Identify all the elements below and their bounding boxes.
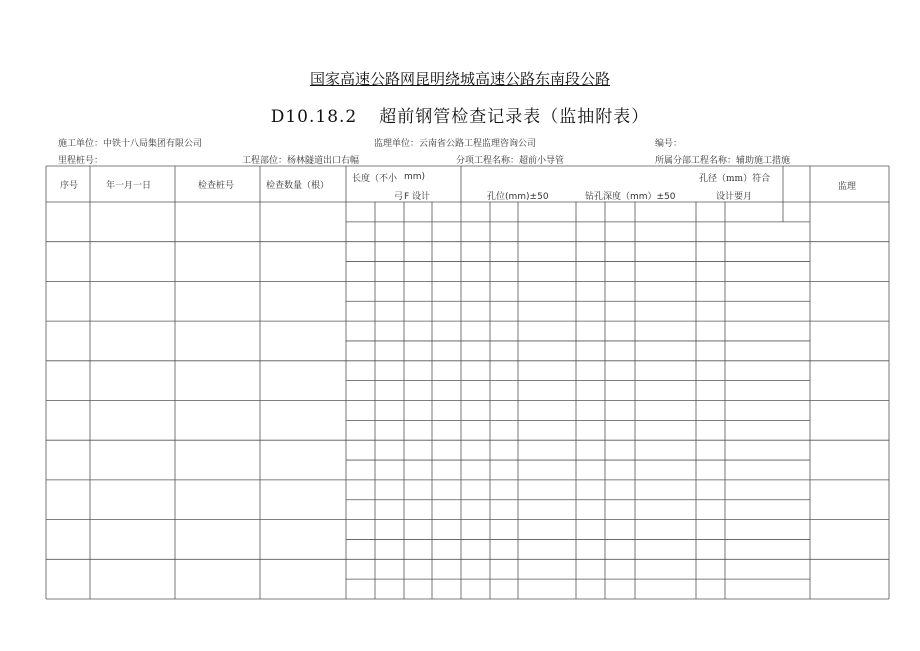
supervision-unit: 监理单位：云南省公路工程监理咨询公司 — [374, 139, 537, 149]
construction-unit: 施工单位：中铁十八局集团有限公司 — [58, 139, 203, 149]
header-seq: 序号 — [60, 181, 79, 191]
header-quantity: 检查数量（根） — [266, 181, 330, 191]
header-length-1b: mm) — [404, 172, 426, 182]
header-supervision: 监理 — [838, 182, 857, 192]
header-length-2a: 弓 — [394, 192, 404, 202]
form-name: 超前钢管检查记录表（监抽附表） — [379, 107, 650, 127]
division-name: 所属分部工程名称：辅助施工措施 — [655, 156, 791, 166]
header-hole-position: 孔位(mm)±50 — [487, 192, 549, 202]
header-length-1a: 长度（不小 — [352, 174, 398, 184]
sub-project-name: 分项工程名称：超前小导管 — [456, 156, 565, 166]
document-title: 国家高速公路网昆明绕城高速公路东南段公路 — [309, 70, 610, 88]
header-length-2b: F 设计 — [404, 192, 431, 202]
form-number: 编号： — [655, 139, 683, 149]
header-drill-depth: 钻孔深度（mm）±50 — [585, 192, 676, 202]
project-location: 工程部位：杨林隧道出口右幅 — [242, 156, 360, 166]
header-diameter-2: 设计要月 — [716, 192, 753, 202]
header-date: 年一月一日 — [106, 181, 152, 191]
mileage-station: 里程桩号： — [58, 156, 104, 166]
form-code: D10.18.2 — [270, 107, 358, 127]
header-station: 检查桩号 — [198, 181, 235, 191]
header-diameter-1: 孔径（mm）符合 — [699, 174, 771, 184]
